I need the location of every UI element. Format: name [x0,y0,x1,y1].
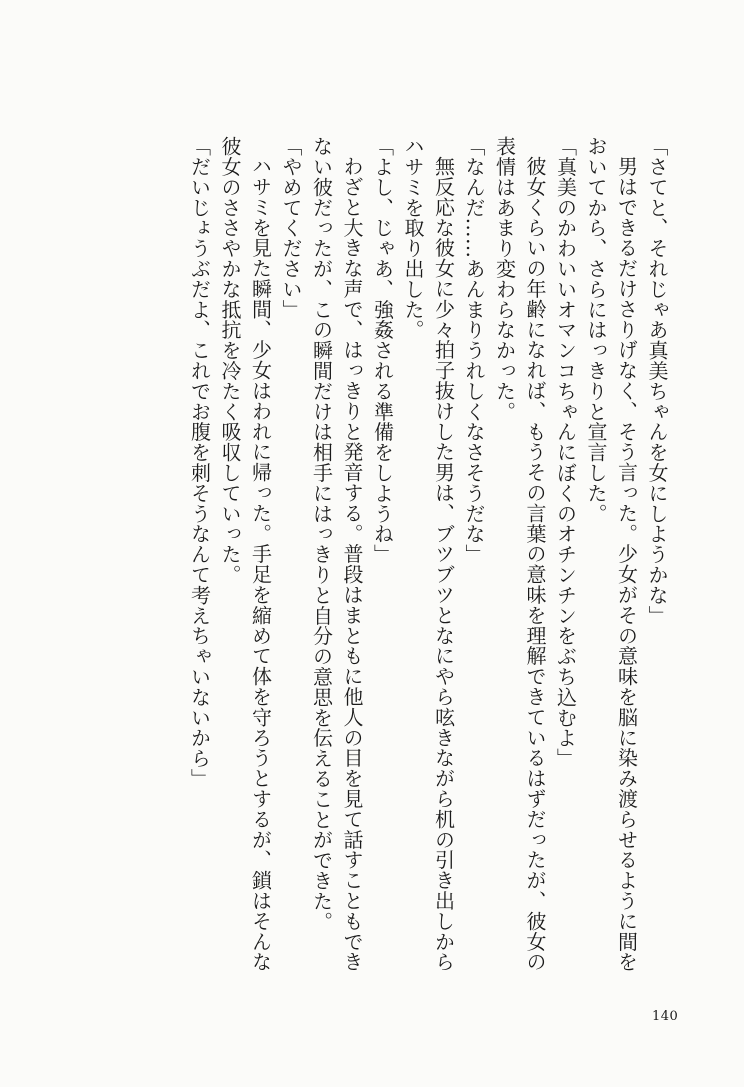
vertical-text-body [72,136,672,976]
paragraph-10: ハサミを見た瞬間、少女はわれに帰った。手足を縮めて体を守ろうとするが、鎖はそんな彼女のささやかな抵抗を冷たく吸収していった。 [218,136,273,972]
paragraph-11: 「だいじょうぶだよ、これでお腹を刺そうなんて考えちゃいないから」 [187,136,212,789]
paragraph-1: 「さてと、それじゃあ真美ちゃんを女にしようかな」 [645,136,669,626]
paragraph-6: 無反応な彼女に少々拍子抜けした男は、ブツブツとなにやら呟きながら机の引き出しからハサミを取り出した。 [401,136,456,972]
paragraph-3: 「真美のかわいいオマンコちゃんにぼくのオチンチンをぶち込むよ」 [553,136,578,769]
paragraph-9: 「やめてください」 [279,136,303,320]
paragraph-7: 「よし、じゃあ、強姦される準備をしようね」 [370,136,395,565]
paragraph-4: 彼女くらいの年齢になれば、もうその言葉の意味を理解できているはずだったが、彼女の表情はあまり変わらなかった。 [492,136,547,972]
paragraph-2: 男はできるだけさりげなく、そう言った。少女がその意味を脳に染み渡らせるように間をおいてから、さらにはっきりと宣言した。 [584,136,639,972]
paragraph-8: わざと大きな声で、はっきりと発音する。普段はまともに他人の目を見て話すこともできない彼だったが、この瞬間だけは相手にはっきりと自分の意思を伝えることができた。 [309,136,364,972]
paragraph-5: 「なんだ……あんまりうれしくなさそうだな」 [462,136,486,565]
page-number: 140 [652,1009,679,1024]
